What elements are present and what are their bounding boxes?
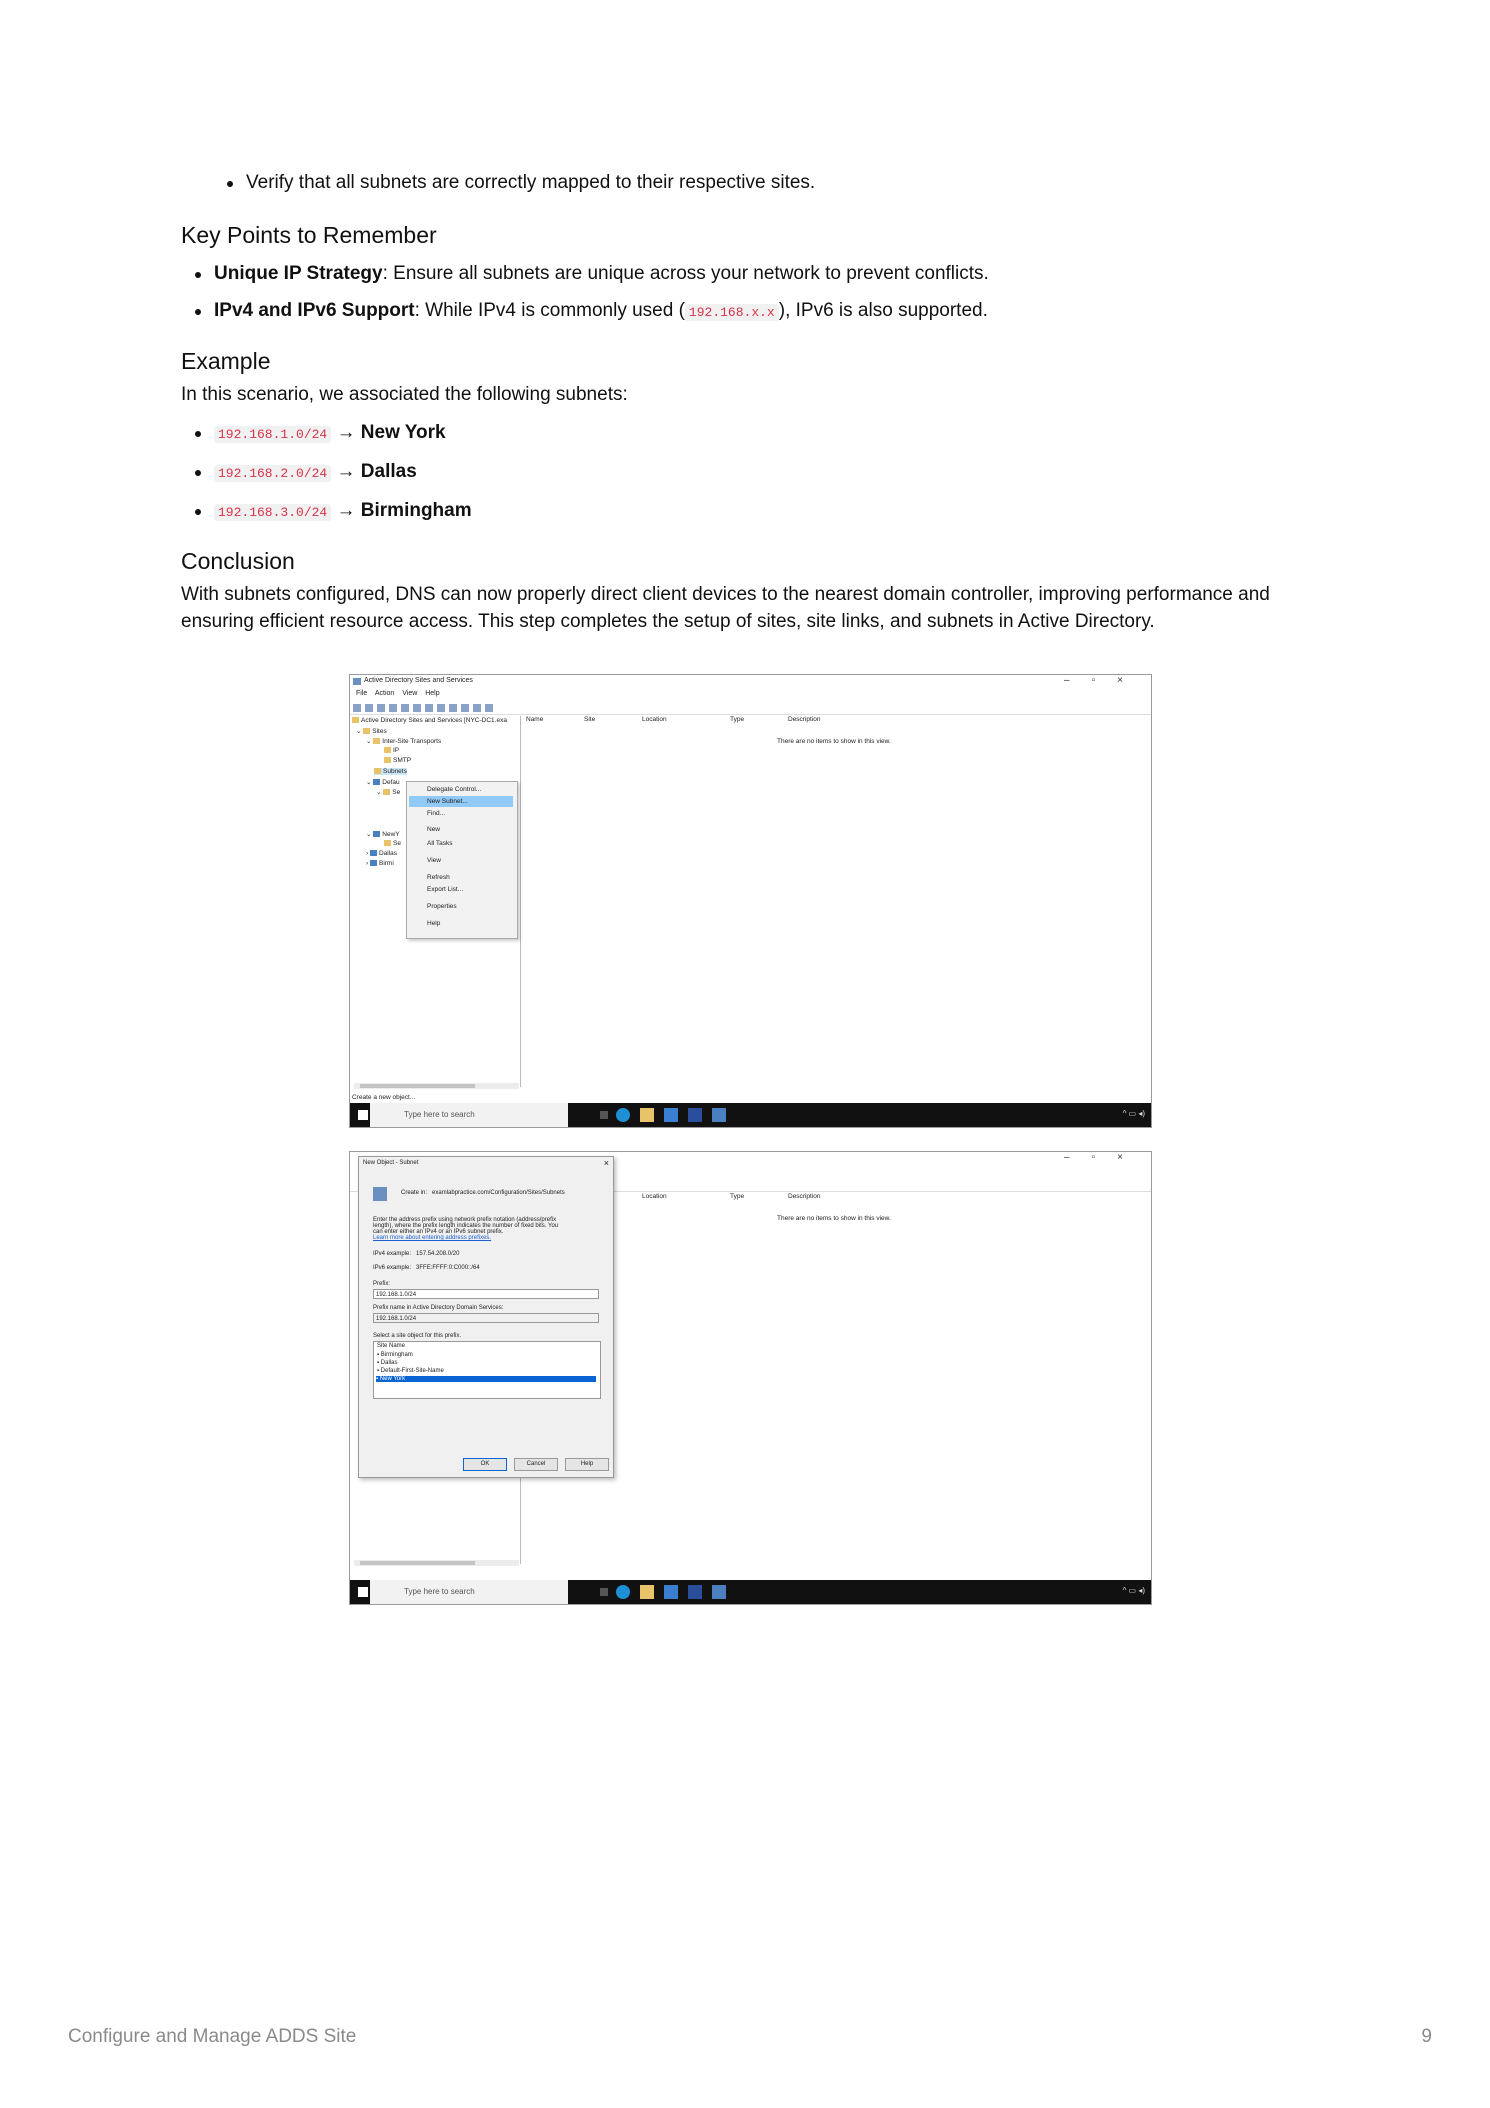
help-button[interactable]: Help [565, 1458, 609, 1471]
column-header[interactable]: Description [788, 1193, 821, 1200]
instruction-line: Enter the address prefix using network prefix notation (address/prefix [373, 1217, 557, 1223]
create-in-row: Create in: examlabpractice.com/Configuration/Sites/Subnets [401, 1190, 565, 1196]
menu-item[interactable]: Delegate Control... [427, 786, 482, 793]
column-header[interactable]: Location [642, 716, 667, 723]
prefix-label: Prefix: [373, 1281, 391, 1287]
menu-item[interactable]: All Tasks [427, 840, 453, 847]
powershell-icon[interactable] [688, 1108, 702, 1122]
menu-item[interactable]: Find... [427, 810, 446, 817]
tree-item: ⌄ Inter-Site Transports [366, 738, 442, 745]
menu-item[interactable]: View [427, 857, 441, 864]
list-item: 192.168.2.0/24 → Dallas [214, 459, 1321, 487]
section-heading-example: Example [181, 348, 271, 374]
learn-more-link[interactable]: Learn more about entering address prefixes. [373, 1235, 492, 1241]
screenshot-new-subnet-dialog [349, 1151, 1152, 1605]
new-subnet-dialog [358, 1156, 614, 1478]
conclusion-text: With subnets configured, DNS can now properly direct client devices to the nearest domain controller, improving performance and ensuring efficient resource access. This step completes the setup of sites, site links, and subnets in Active Directory. [181, 584, 1270, 632]
horizontal-scrollbar[interactable] [354, 1083, 519, 1089]
subnet-list [214, 420, 1321, 526]
column-header[interactable]: Description [788, 716, 821, 723]
list-item: IPv4 and IPv6 Support: While IPv4 is commonly used ( 192.168.x.x ), IPv6 is also supported. [214, 298, 1321, 326]
ipv6-example: IPv6 example: 3FFE:FFFF:0:C000::/64 [373, 1265, 480, 1271]
prefix-name-label: Prefix name in Active Directory Domain Services: [373, 1305, 504, 1311]
edge-icon[interactable] [616, 1108, 630, 1122]
menu-item[interactable]: Properties [427, 903, 457, 910]
site-item-selected[interactable]: ▪ New York [376, 1376, 596, 1382]
tree-item: IP [384, 747, 399, 754]
site-item[interactable]: ▪ Birmingham [377, 1352, 413, 1358]
task-view-icon[interactable] [600, 1588, 608, 1596]
column-header[interactable]: Location [642, 1193, 667, 1200]
menu-item[interactable]: Refresh [427, 874, 450, 881]
page-number: 9 [1421, 2026, 1432, 2047]
window-controls: –▫× [1064, 675, 1145, 686]
server-manager-icon[interactable] [664, 1108, 678, 1122]
column-header[interactable]: Name [526, 716, 544, 723]
document-body [181, 170, 1321, 635]
list-item: Unique IP Strategy: Ensure all subnets are unique across your network to prevent conflicts. [214, 261, 1321, 287]
list-pane [522, 1193, 1151, 1564]
instruction-line: can enter either an IPv4 or an IPv6 subnet prefix. [373, 1229, 504, 1235]
empty-message: There are no items to show in this view. [777, 1215, 891, 1222]
status-bar: Create a new object... [352, 1094, 416, 1101]
file-explorer-icon[interactable] [640, 1585, 654, 1599]
tree-item: ⌄ Se [376, 789, 401, 796]
tree-root: Active Directory Sites and Services [NYC-DC1.exa [352, 717, 507, 724]
window-controls: –▫× [1064, 1152, 1145, 1163]
windows-start-icon[interactable] [358, 1587, 368, 1597]
task-view-icon[interactable] [600, 1111, 608, 1119]
server-manager-icon[interactable] [664, 1585, 678, 1599]
example-intro: In this scenario, we associated the following subnets: [181, 384, 628, 405]
ad-sites-icon[interactable] [712, 1585, 726, 1599]
tree-item-subnets: Subnets [374, 768, 407, 775]
ipv4-example: IPv4 example: 157.54.208.0/20 [373, 1251, 460, 1257]
taskbar [350, 1103, 1151, 1127]
column-header[interactable]: Type [730, 1193, 745, 1200]
list-item: 192.168.3.0/24 → Birmingham [214, 498, 1321, 526]
empty-message: There are no items to show in this view. [777, 738, 891, 745]
edge-icon[interactable] [616, 1585, 630, 1599]
intro-list [246, 170, 1321, 196]
system-tray[interactable]: ^ ▭ ◂) [1122, 1586, 1145, 1595]
menu-item-new-subnet[interactable]: New Subnet... [409, 796, 513, 807]
tree-item: ⌄ Sites [356, 728, 387, 735]
tree-item: ⌄ NewY [366, 831, 400, 838]
toolbar [350, 702, 1151, 715]
list-item: Verify that all subnets are correctly mapped to their respective sites. [246, 170, 1321, 196]
horizontal-scrollbar[interactable] [354, 1560, 519, 1566]
taskbar [350, 1580, 1151, 1604]
menu-bar: File Action View Help [356, 690, 440, 697]
list-item: 192.168.1.0/24 → New York [214, 420, 1321, 448]
menu-item[interactable]: Help [427, 920, 441, 927]
tree-item: ⌄ Defau [366, 779, 400, 786]
section-heading-key-points: Key Points to Remember [181, 222, 437, 248]
site-list-header[interactable]: Site Name [377, 1343, 406, 1349]
menu-item[interactable]: Export List... [427, 886, 464, 893]
ad-sites-icon[interactable] [712, 1108, 726, 1122]
column-header[interactable]: Site [584, 716, 596, 723]
key-points-list [214, 261, 1321, 326]
app-icon [353, 678, 361, 685]
window-titlebar [350, 675, 1151, 689]
close-icon[interactable]: × [603, 1158, 609, 1168]
taskbar-search[interactable]: Type here to search [370, 1580, 568, 1604]
site-select-label: Select a site object for this prefix. [373, 1333, 462, 1339]
tree-item: › Dallas [366, 850, 398, 857]
prefix-name-field: 192.168.1.0/24 [373, 1313, 599, 1323]
context-menu [406, 781, 518, 939]
tree-item: SMTP [384, 757, 411, 764]
windows-start-icon[interactable] [358, 1110, 368, 1120]
section-heading-conclusion: Conclusion [181, 548, 295, 574]
column-header[interactable]: Type [730, 716, 745, 723]
system-tray[interactable]: ^ ▭ ◂) [1122, 1109, 1145, 1118]
menu-item[interactable]: New [427, 826, 441, 833]
cancel-button[interactable]: Cancel [514, 1458, 558, 1471]
list-pane [522, 716, 1151, 1087]
tree-item: Se [384, 840, 401, 847]
file-explorer-icon[interactable] [640, 1108, 654, 1122]
dialog-title: New Object - Subnet [363, 1160, 419, 1166]
powershell-icon[interactable] [688, 1585, 702, 1599]
prefix-input[interactable]: 192.168.1.0/24 [373, 1289, 599, 1299]
site-item[interactable]: ▪ Default-First-Site-Name [377, 1368, 444, 1374]
tree-item: › Birmi [366, 860, 394, 867]
footer-title: Configure and Manage ADDS Site [68, 2026, 357, 2047]
site-item[interactable]: ▪ Dallas [377, 1360, 398, 1366]
taskbar-search[interactable]: Type here to search [370, 1103, 568, 1127]
screenshot-sites-services [349, 674, 1152, 1128]
ok-button[interactable]: OK [463, 1458, 507, 1471]
subnet-icon [373, 1187, 387, 1201]
instruction-line: length), where the prefix length indicates the number of fixed bits. You [373, 1223, 559, 1229]
window-title: Active Directory Sites and Services [364, 677, 473, 684]
